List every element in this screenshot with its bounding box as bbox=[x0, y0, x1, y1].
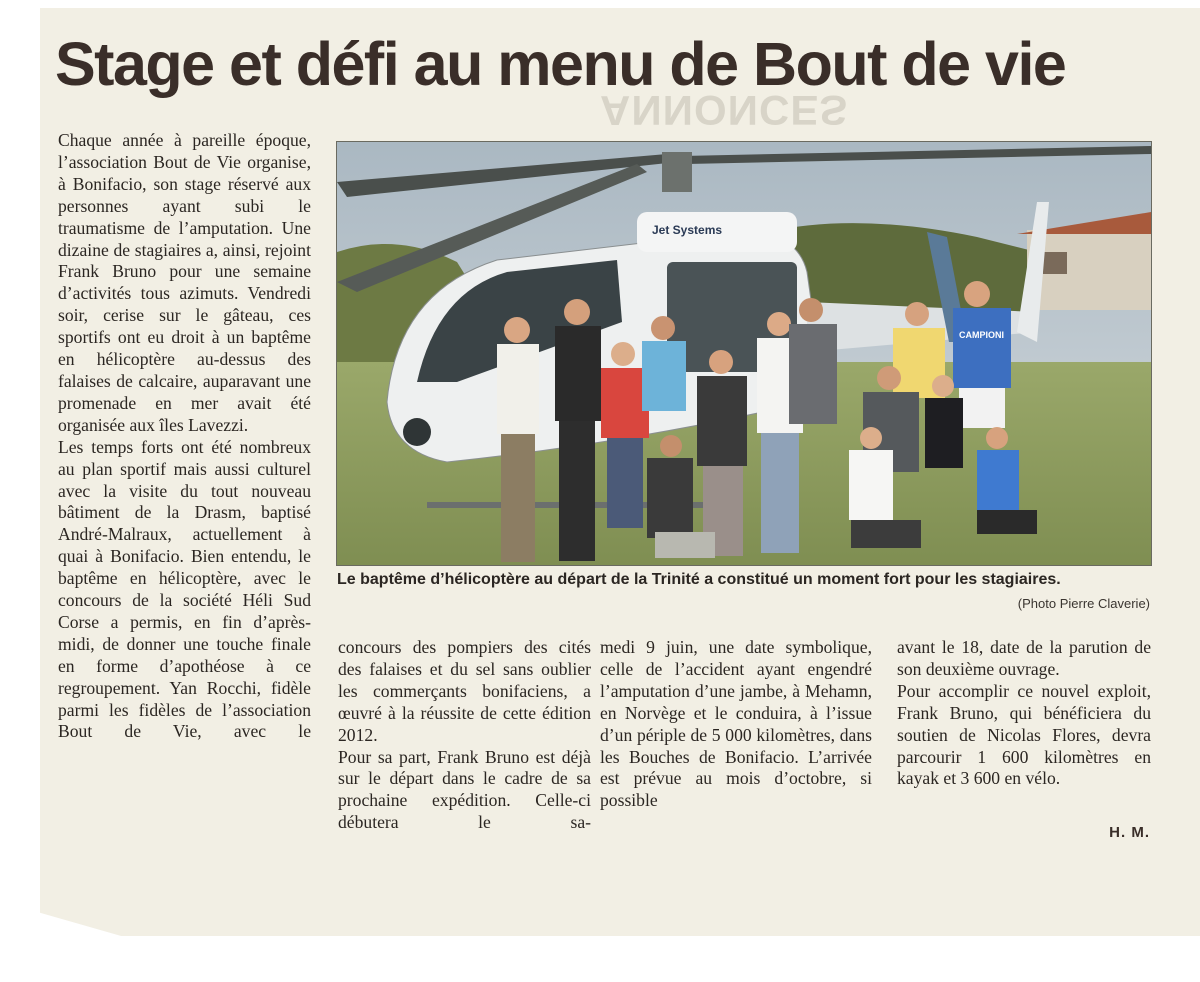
paragraph-column3: medi 9 juin, une date symbolique, celle de l’accident ayant engendré l’amputation d’une jambe, à Mehamn, en Norvège et le conduira, à l’issue d’un périple de 5 000 kilomètres, dans les Bouches de Bonifacio. L’arrivée est prévue au mois d’octobre, si possible bbox=[600, 637, 872, 811]
paragraph-column4b: Pour accomplir ce nouvel exploit, Frank Bruno, qui bénéficiera du soutien de Nicolas Flores, devra parcourir 1 600 kilomètres en kayak et 3 600 en vélo. bbox=[897, 680, 1151, 789]
headline: Stage et défi au menu de Bout de vie bbox=[55, 30, 1066, 98]
article-column-2 bbox=[338, 637, 591, 834]
paragraph-column2a: concours des pompiers des cités des falaises et du sel sans oublier les commerçants bonifaciens, a œuvré à la réussite de cette édition 2012. bbox=[338, 637, 591, 745]
paragraph-intro: Chaque année à pareille époque, l’association Bout de Vie organise, à Bonifacio, son stage réservé aux personnes ayant subi le traumatisme de l’amputation. Une dizaine de stagiaires a, ainsi, rejoint Frank Bruno pour une semaine d’activités tous azimuts. Vendredi soir, cerise sur le gâteau, ces sportifs ont eu droit à un baptême en hélicoptère au-dessus des falaises de calcaire, auparavant une promenade en mer avait été organisée aux îles Lavezzi. bbox=[58, 130, 311, 435]
show-through-banner: ANNONCES bbox=[600, 87, 849, 134]
helicopter-door-text: Jet Systems bbox=[652, 223, 723, 237]
news-photo bbox=[336, 141, 1152, 566]
helicopter-group-photo bbox=[337, 142, 1151, 565]
article-column-3 bbox=[600, 637, 872, 812]
paragraph-highlights: Les temps forts ont été nombreux au plan sportif mais aussi culturel avec la visite du tout nouveau bâtiment de la Drasm, baptisé André-Malraux, actuellement à quai à Bonifacio. Bien entendu, le baptême en hélicoptère, avec le concours de la société Héli Sud Corse a permis, en fin d’après-midi, de donner une touche finale en forme d’apothéose à ce regroupement. Yan Rocchi, fidèle parmi les fidèles de l’association Bout de Vie, avec le bbox=[58, 436, 311, 742]
author-signature: H. M. bbox=[1109, 824, 1150, 841]
paragraph-column2b: Pour sa part, Frank Bruno est déjà sur le départ dans le cadre de sa prochaine expédition. Celle-ci débutera le sa- bbox=[338, 746, 591, 833]
tshirt-text: CAMPIONI bbox=[959, 330, 1004, 340]
article-column-1 bbox=[58, 130, 311, 743]
photo-caption: Le baptême d’hélicoptère au départ de la Trinité a constitué un moment fort pour les stagiaires. bbox=[337, 571, 1061, 588]
photo-credit: (Photo Pierre Claverie) bbox=[1017, 596, 1150, 611]
article-column-4 bbox=[897, 637, 1151, 790]
tshirt bbox=[953, 308, 1011, 388]
paragraph-column4a: avant le 18, date de la parution de son deuxième ouvrage. bbox=[897, 637, 1151, 679]
